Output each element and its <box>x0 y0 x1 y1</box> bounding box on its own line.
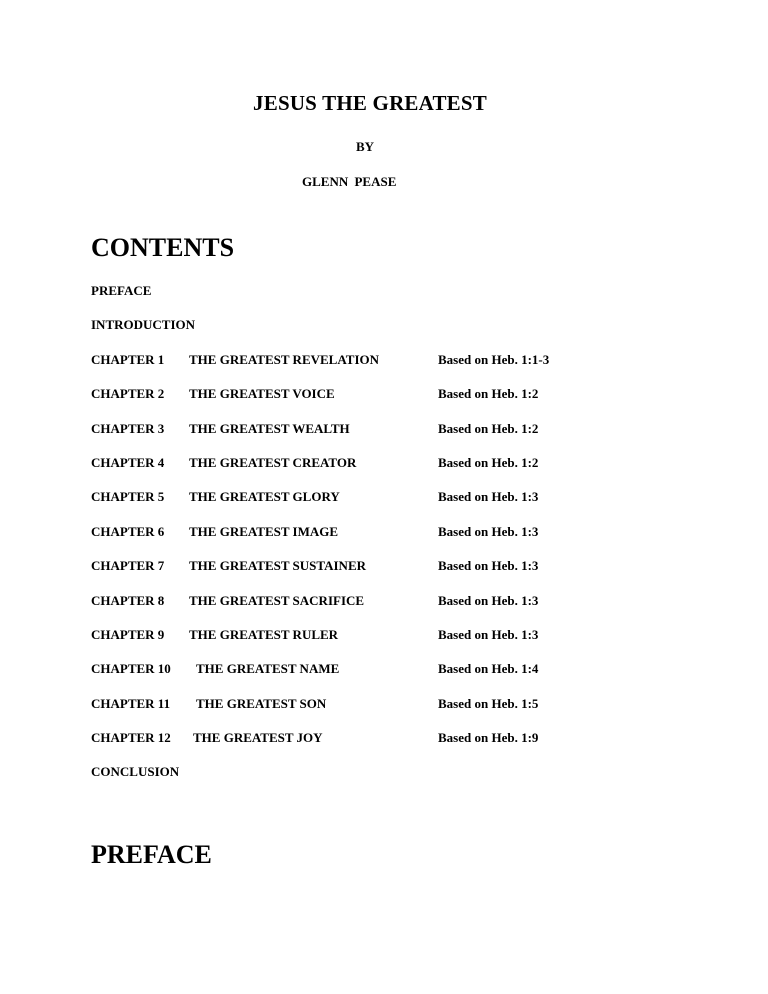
toc-preface[interactable] <box>91 283 711 317</box>
chapter-title: THE GREATEST CREATOR <box>189 454 357 470</box>
chapter-title: THE GREATEST NAME <box>196 661 340 677</box>
toc-chapter-2[interactable] <box>91 386 711 420</box>
chapter-label: CHAPTER 7 <box>91 558 165 574</box>
chapter-title: THE GREATEST VOICE <box>189 386 335 402</box>
toc-chapter-11[interactable] <box>91 696 711 730</box>
chapter-reference: Based on Heb. 1:5 <box>438 695 539 711</box>
toc-chapter-6[interactable] <box>91 524 711 558</box>
toc-chapter-5[interactable] <box>91 489 711 523</box>
chapter-title: THE GREATEST SACRIFICE <box>189 592 365 608</box>
toc-conclusion[interactable] <box>91 764 711 798</box>
chapter-label: CHAPTER 1 <box>91 351 165 367</box>
toc-chapter-1[interactable] <box>91 352 711 386</box>
toc-chapter-3[interactable] <box>91 421 711 455</box>
chapter-title: THE GREATEST IMAGE <box>189 523 339 539</box>
chapter-label: CHAPTER 11 <box>91 695 171 711</box>
table-of-contents <box>91 283 711 799</box>
toc-introduction[interactable] <box>91 317 711 351</box>
contents-heading: CONTENTS <box>91 233 235 262</box>
chapter-reference: Based on Heb. 1:3 <box>438 489 539 505</box>
chapter-title: THE GREATEST RULER <box>189 626 339 642</box>
chapter-title: THE GREATEST REVELATION <box>189 351 379 367</box>
document-title: JESUS THE GREATEST <box>253 91 487 115</box>
chapter-reference: Based on Heb. 1:3 <box>438 626 539 642</box>
chapter-title: THE GREATEST SUSTAINER <box>189 558 367 574</box>
toc-entry-label: PREFACE <box>91 283 152 298</box>
chapter-reference: Based on Heb. 1:9 <box>438 730 539 746</box>
toc-chapter-7[interactable] <box>91 558 711 592</box>
chapter-reference: Based on Heb. 1:3 <box>438 592 539 608</box>
preface-heading: PREFACE <box>91 840 212 869</box>
chapter-reference: Based on Heb. 1:3 <box>438 523 539 539</box>
author-name: GLENN PEASE <box>302 174 397 189</box>
chapter-reference: Based on Heb. 1:4 <box>438 661 539 677</box>
chapter-title: THE GREATEST WEALTH <box>189 420 350 436</box>
chapter-title: THE GREATEST GLORY <box>189 489 340 505</box>
chapter-reference: Based on Heb. 1:1-3 <box>438 351 550 367</box>
chapter-reference: Based on Heb. 1:2 <box>438 386 539 402</box>
chapter-reference: Based on Heb. 1:3 <box>438 558 539 574</box>
toc-entry-label: INTRODUCTION <box>91 317 196 333</box>
toc-chapter-4[interactable] <box>91 455 711 489</box>
toc-chapter-8[interactable] <box>91 593 711 627</box>
chapter-title: THE GREATEST JOY <box>193 730 323 746</box>
chapter-label: CHAPTER 10 <box>91 661 171 677</box>
toc-chapter-12[interactable] <box>91 730 711 764</box>
chapter-label: CHAPTER 5 <box>91 489 165 505</box>
chapter-label: CHAPTER 12 <box>91 730 171 746</box>
toc-chapter-10[interactable] <box>91 661 711 695</box>
chapter-reference: Based on Heb. 1:2 <box>438 454 539 470</box>
chapter-reference: Based on Heb. 1:2 <box>438 420 539 436</box>
chapter-label: CHAPTER 3 <box>91 420 165 436</box>
chapter-label: CHAPTER 8 <box>91 592 165 608</box>
byline-label: BY <box>356 139 375 154</box>
toc-entry-label: CONCLUSION <box>91 764 180 780</box>
chapter-label: CHAPTER 4 <box>91 454 165 470</box>
chapter-title: THE GREATEST SON <box>196 695 327 711</box>
toc-chapter-9[interactable] <box>91 627 711 661</box>
chapter-label: CHAPTER 2 <box>91 386 165 402</box>
chapter-label: CHAPTER 6 <box>91 523 165 539</box>
chapter-label: CHAPTER 9 <box>91 626 165 642</box>
